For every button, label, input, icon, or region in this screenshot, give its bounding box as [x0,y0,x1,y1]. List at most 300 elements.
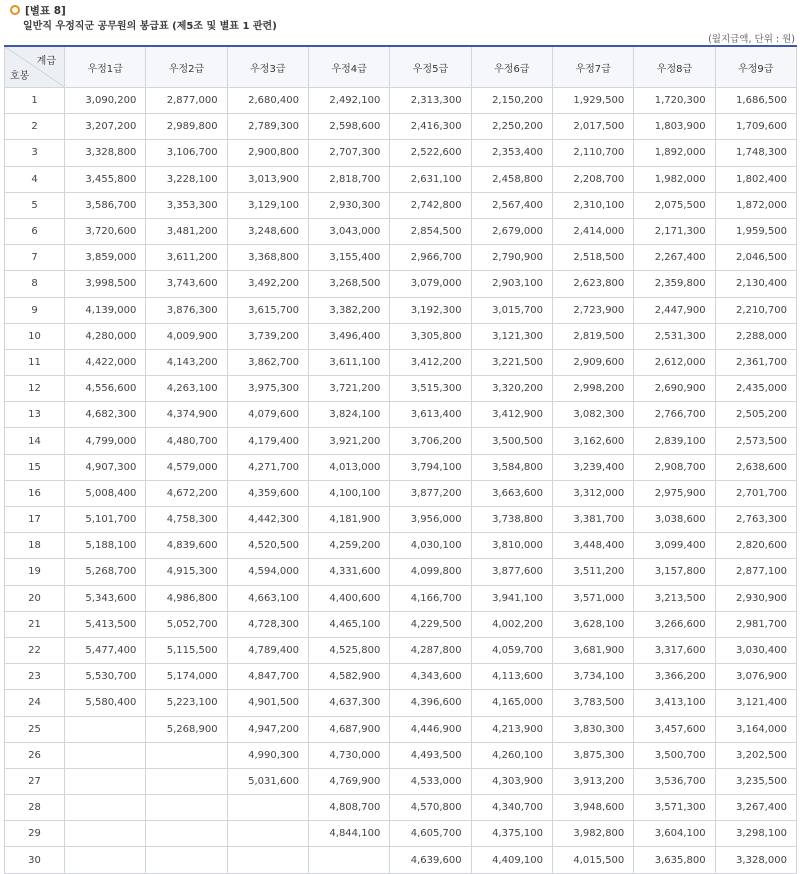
salary-cell: 3,743,600 [146,271,227,297]
table-row [5,585,797,611]
salary-cell: 2,505,200 [715,402,796,428]
step-number-cell: 24 [5,690,65,716]
salary-cell: 2,839,100 [634,428,715,454]
column-header: 우정6급 [471,46,552,88]
salary-cell: 2,522,600 [390,140,471,166]
salary-cell [65,716,146,742]
step-number-cell: 23 [5,664,65,690]
salary-cell: 3,956,000 [390,507,471,533]
salary-cell: 1,686,500 [715,88,796,114]
salary-cell: 3,877,600 [471,559,552,585]
salary-cell: 4,375,100 [471,821,552,847]
salary-cell: 3,030,400 [715,637,796,663]
salary-cell: 3,875,300 [552,742,633,768]
salary-cell: 4,100,100 [308,480,389,506]
step-number-cell: 28 [5,795,65,821]
salary-cell: 3,448,400 [552,533,633,559]
salary-cell: 3,739,200 [227,323,308,349]
salary-cell: 3,941,100 [471,585,552,611]
column-header: 우정5급 [390,46,471,88]
table-row [5,690,797,716]
table-row [5,349,797,375]
salary-cell: 5,174,000 [146,664,227,690]
step-number-cell: 3 [5,140,65,166]
salary-cell: 3,721,200 [308,376,389,402]
salary-cell: 3,082,300 [552,402,633,428]
salary-cell: 4,165,000 [471,690,552,716]
salary-cell: 3,312,000 [552,480,633,506]
salary-cell: 2,598,600 [308,114,389,140]
salary-cell: 5,268,900 [146,716,227,742]
salary-cell: 1,892,000 [634,140,715,166]
salary-cell [65,795,146,821]
salary-cell: 3,584,800 [471,454,552,480]
salary-cell: 2,492,100 [308,88,389,114]
salary-cell: 4,789,400 [227,637,308,663]
salary-cell: 2,900,800 [227,140,308,166]
salary-cell: 1,720,300 [634,88,715,114]
table-row [5,664,797,690]
salary-cell: 3,267,400 [715,795,796,821]
salary-cell: 3,328,800 [65,140,146,166]
salary-cell: 5,477,400 [65,637,146,663]
salary-cell: 1,709,600 [715,114,796,140]
salary-cell: 4,570,800 [390,795,471,821]
salary-cell: 4,422,000 [65,349,146,375]
salary-cell: 2,903,100 [471,271,552,297]
salary-cell: 2,288,000 [715,323,796,349]
salary-cell: 2,638,600 [715,454,796,480]
salary-cell: 3,511,200 [552,559,633,585]
salary-cell: 3,481,200 [146,218,227,244]
table-row [5,533,797,559]
salary-cell: 4,990,300 [227,742,308,768]
salary-cell: 1,982,000 [634,166,715,192]
salary-cell: 3,090,200 [65,88,146,114]
salary-cell: 3,155,400 [308,245,389,271]
salary-cell: 2,416,300 [390,114,471,140]
salary-cell: 4,808,700 [308,795,389,821]
salary-cell: 4,758,300 [146,507,227,533]
salary-cell: 2,435,000 [715,376,796,402]
step-number-cell: 7 [5,245,65,271]
step-number-cell: 1 [5,88,65,114]
salary-cell: 3,013,900 [227,166,308,192]
salary-cell: 4,663,100 [227,585,308,611]
step-number-cell: 20 [5,585,65,611]
salary-cell: 3,412,900 [471,402,552,428]
salary-cell: 3,076,900 [715,664,796,690]
salary-cell: 4,687,900 [308,716,389,742]
salary-cell: 5,343,600 [65,585,146,611]
salary-cell: 4,682,300 [65,402,146,428]
step-number-cell: 21 [5,611,65,637]
step-number-cell: 22 [5,637,65,663]
step-number-cell: 16 [5,480,65,506]
salary-cell: 4,139,000 [65,297,146,323]
table-row [5,821,797,847]
salary-cell: 2,723,900 [552,297,633,323]
salary-cell: 2,820,600 [715,533,796,559]
salary-cell: 3,213,500 [634,585,715,611]
salary-cell [146,795,227,821]
step-number-cell: 18 [5,533,65,559]
column-header: 우정4급 [308,46,389,88]
title-row [10,3,66,17]
salary-cell: 4,079,600 [227,402,308,428]
salary-cell: 3,536,700 [634,768,715,794]
salary-cell: 2,250,200 [471,114,552,140]
salary-cell: 2,017,500 [552,114,633,140]
salary-cell: 2,623,800 [552,271,633,297]
unit-note: (월지급액, 단위 : 원) [708,34,795,45]
salary-cell: 3,320,200 [471,376,552,402]
salary-cell: 4,015,500 [552,847,633,873]
salary-cell [227,821,308,847]
salary-cell [146,742,227,768]
salary-cell: 2,313,300 [390,88,471,114]
salary-cell: 3,413,100 [634,690,715,716]
salary-cell: 4,947,200 [227,716,308,742]
salary-cell: 3,121,400 [715,690,796,716]
salary-cell: 4,839,600 [146,533,227,559]
salary-cell: 4,396,600 [390,690,471,716]
salary-cell: 4,582,900 [308,664,389,690]
table-row [5,611,797,637]
salary-cell: 4,331,600 [308,559,389,585]
salary-cell: 2,981,700 [715,611,796,637]
salary-cell: 3,663,600 [471,480,552,506]
salary-cell: 3,207,200 [65,114,146,140]
salary-cell: 3,298,100 [715,821,796,847]
salary-cell: 3,876,300 [146,297,227,323]
salary-cell: 3,248,600 [227,218,308,244]
salary-cell: 3,611,100 [308,349,389,375]
salary-cell: 4,343,600 [390,664,471,690]
salary-cell: 3,038,600 [634,507,715,533]
salary-cell: 2,998,200 [552,376,633,402]
salary-cell: 3,202,500 [715,742,796,768]
step-number-cell: 9 [5,297,65,323]
salary-cell: 4,229,500 [390,611,471,637]
salary-cell: 3,706,200 [390,428,471,454]
salary-cell: 3,106,700 [146,140,227,166]
salary-cell: 3,043,000 [308,218,389,244]
salary-cell [308,847,389,873]
salary-cell: 2,267,400 [634,245,715,271]
salary-cell: 5,223,100 [146,690,227,716]
salary-cell: 3,824,100 [308,402,389,428]
table-row [5,847,797,873]
salary-cell: 3,164,000 [715,716,796,742]
salary-cell: 4,847,700 [227,664,308,690]
salary-cell: 5,530,700 [65,664,146,690]
salary-cell: 2,989,800 [146,114,227,140]
salary-cell [146,847,227,873]
salary-cell: 3,982,800 [552,821,633,847]
salary-cell: 3,611,200 [146,245,227,271]
salary-cell: 3,921,200 [308,428,389,454]
salary-cell: 3,353,300 [146,192,227,218]
salary-cell: 2,707,300 [308,140,389,166]
salary-cell: 2,908,700 [634,454,715,480]
salary-cell: 1,959,500 [715,218,796,244]
salary-cell: 3,129,100 [227,192,308,218]
salary-cell: 3,455,800 [65,166,146,192]
salary-cell: 3,794,100 [390,454,471,480]
salary-cell: 4,260,100 [471,742,552,768]
salary-cell: 3,681,900 [552,637,633,663]
salary-cell: 2,518,500 [552,245,633,271]
salary-cell: 4,594,000 [227,559,308,585]
salary-cell: 2,790,900 [471,245,552,271]
salary-cell: 5,580,400 [65,690,146,716]
table-row [5,192,797,218]
step-number-cell: 30 [5,847,65,873]
salary-cell: 4,637,300 [308,690,389,716]
salary-cell: 2,573,500 [715,428,796,454]
column-header: 우정9급 [715,46,796,88]
salary-cell: 3,121,300 [471,323,552,349]
table-row [5,114,797,140]
salary-cell: 4,002,200 [471,611,552,637]
salary-cell: 4,986,800 [146,585,227,611]
salary-cell: 2,930,300 [308,192,389,218]
salary-cell: 2,210,700 [715,297,796,323]
salary-cell: 3,810,000 [471,533,552,559]
step-number-cell: 25 [5,716,65,742]
salary-cell: 4,059,700 [471,637,552,663]
salary-cell: 3,613,400 [390,402,471,428]
salary-cell: 4,013,000 [308,454,389,480]
step-number-cell: 14 [5,428,65,454]
salary-cell: 3,830,300 [552,716,633,742]
salary-cell: 1,802,400 [715,166,796,192]
salary-cell: 3,496,400 [308,323,389,349]
salary-cell [65,821,146,847]
table-row [5,88,797,114]
salary-cell: 3,221,500 [471,349,552,375]
salary-cell: 2,742,800 [390,192,471,218]
salary-cell: 3,305,800 [390,323,471,349]
header-row [5,46,797,88]
salary-cell: 3,877,200 [390,480,471,506]
table-row [5,297,797,323]
step-number-cell: 19 [5,559,65,585]
salary-cell: 2,046,500 [715,245,796,271]
table-row [5,768,797,794]
salary-cell [146,821,227,847]
salary-cell: 2,854,500 [390,218,471,244]
salary-cell: 3,328,000 [715,847,796,873]
salary-cell: 4,099,800 [390,559,471,585]
salary-cell: 2,130,400 [715,271,796,297]
salary-cell: 3,235,500 [715,768,796,794]
salary-cell: 5,268,700 [65,559,146,585]
salary-cell: 3,975,300 [227,376,308,402]
salary-cell: 1,872,000 [715,192,796,218]
salary-cell: 3,635,800 [634,847,715,873]
salary-cell: 5,101,700 [65,507,146,533]
salary-cell: 3,628,100 [552,611,633,637]
salary-cell: 2,531,300 [634,323,715,349]
salary-cell: 2,361,700 [715,349,796,375]
salary-cell: 3,783,500 [552,690,633,716]
salary-cell: 4,179,400 [227,428,308,454]
salary-cell [65,742,146,768]
salary-cell: 3,192,300 [390,297,471,323]
salary-cell [65,768,146,794]
salary-cell: 3,734,100 [552,664,633,690]
salary-cell: 2,877,000 [146,88,227,114]
table-row [5,716,797,742]
salary-cell: 3,571,300 [634,795,715,821]
salary-cell: 2,909,600 [552,349,633,375]
salary-cell: 4,533,000 [390,768,471,794]
salary-cell: 4,271,700 [227,454,308,480]
salary-cell: 2,975,900 [634,480,715,506]
salary-cell: 3,366,200 [634,664,715,690]
salary-cell: 2,208,700 [552,166,633,192]
salary-cell: 3,457,600 [634,716,715,742]
salary-table [4,45,797,874]
salary-cell: 4,143,200 [146,349,227,375]
table-row [5,245,797,271]
salary-cell: 4,556,600 [65,376,146,402]
salary-cell: 4,259,200 [308,533,389,559]
salary-cell: 3,266,600 [634,611,715,637]
salary-cell: 4,287,800 [390,637,471,663]
column-header: 우정1급 [65,46,146,88]
salary-cell: 4,579,000 [146,454,227,480]
step-number-cell: 17 [5,507,65,533]
salary-cell: 3,368,800 [227,245,308,271]
salary-cell: 3,571,000 [552,585,633,611]
salary-cell: 2,110,700 [552,140,633,166]
salary-cell: 1,929,500 [552,88,633,114]
step-number-cell: 10 [5,323,65,349]
salary-cell: 3,239,400 [552,454,633,480]
salary-cell: 3,228,100 [146,166,227,192]
salary-cell: 4,799,000 [65,428,146,454]
salary-cell: 3,382,200 [308,297,389,323]
column-header: 우정8급 [634,46,715,88]
salary-cell: 2,680,400 [227,88,308,114]
salary-cell: 3,586,700 [65,192,146,218]
salary-cell: 4,480,700 [146,428,227,454]
table-row [5,454,797,480]
salary-cell: 4,907,300 [65,454,146,480]
table-row [5,637,797,663]
salary-cell: 2,966,700 [390,245,471,271]
salary-cell: 4,374,900 [146,402,227,428]
salary-cell: 2,818,700 [308,166,389,192]
salary-cell: 4,525,800 [308,637,389,663]
step-number-cell: 27 [5,768,65,794]
salary-cell: 2,930,900 [715,585,796,611]
salary-cell: 2,631,100 [390,166,471,192]
salary-cell: 3,412,200 [390,349,471,375]
salary-cell: 4,009,900 [146,323,227,349]
salary-cell: 3,317,600 [634,637,715,663]
salary-cell: 2,819,500 [552,323,633,349]
salary-cell: 4,030,100 [390,533,471,559]
salary-cell: 2,877,100 [715,559,796,585]
table-row [5,323,797,349]
table-row [5,507,797,533]
corner-header-cell [5,46,65,88]
salary-cell: 3,862,700 [227,349,308,375]
salary-cell: 4,493,500 [390,742,471,768]
salary-cell: 3,162,600 [552,428,633,454]
salary-cell: 2,763,300 [715,507,796,533]
document-title: [별표 8] [25,4,66,17]
salary-cell [65,847,146,873]
step-number-cell: 12 [5,376,65,402]
salary-cell: 3,079,000 [390,271,471,297]
salary-cell: 3,604,100 [634,821,715,847]
salary-cell: 3,738,800 [471,507,552,533]
salary-cell: 5,052,700 [146,611,227,637]
salary-cell: 4,340,700 [471,795,552,821]
salary-cell: 4,400,600 [308,585,389,611]
salary-cell: 2,150,200 [471,88,552,114]
table-row [5,271,797,297]
salary-cell: 2,458,800 [471,166,552,192]
table-row [5,428,797,454]
table-body [5,88,797,874]
document-subtitle: 일반직 우정직군 공무원의 봉급표 (제5조 및 별표 1 관련) [23,21,277,32]
salary-cell: 1,748,300 [715,140,796,166]
salary-cell: 3,515,300 [390,376,471,402]
salary-cell: 2,612,000 [634,349,715,375]
salary-cell: 5,031,600 [227,768,308,794]
salary-cell: 5,413,500 [65,611,146,637]
step-number-cell: 13 [5,402,65,428]
table-row [5,218,797,244]
table-row [5,376,797,402]
salary-cell: 4,213,900 [471,716,552,742]
salary-cell: 3,157,800 [634,559,715,585]
salary-cell: 2,075,500 [634,192,715,218]
salary-cell: 4,113,600 [471,664,552,690]
circle-bullet-icon [10,5,20,15]
salary-cell: 4,263,100 [146,376,227,402]
table-row [5,166,797,192]
salary-cell: 1,803,900 [634,114,715,140]
salary-cell [227,795,308,821]
salary-cell: 4,915,300 [146,559,227,585]
salary-cell: 5,188,100 [65,533,146,559]
salary-cell: 4,303,900 [471,768,552,794]
salary-cell: 4,280,000 [65,323,146,349]
salary-cell: 5,008,400 [65,480,146,506]
salary-cell: 4,728,300 [227,611,308,637]
step-number-cell: 2 [5,114,65,140]
grade-label: 계급 [36,56,56,67]
salary-cell: 4,181,900 [308,507,389,533]
salary-cell: 3,381,700 [552,507,633,533]
salary-cell: 4,446,900 [390,716,471,742]
salary-cell: 4,465,100 [308,611,389,637]
salary-cell: 5,115,500 [146,637,227,663]
step-label: 호봉 [10,71,30,82]
salary-cell: 4,166,700 [390,585,471,611]
salary-cell: 2,766,700 [634,402,715,428]
table-row [5,480,797,506]
salary-cell: 4,409,100 [471,847,552,873]
salary-cell: 4,605,700 [390,821,471,847]
